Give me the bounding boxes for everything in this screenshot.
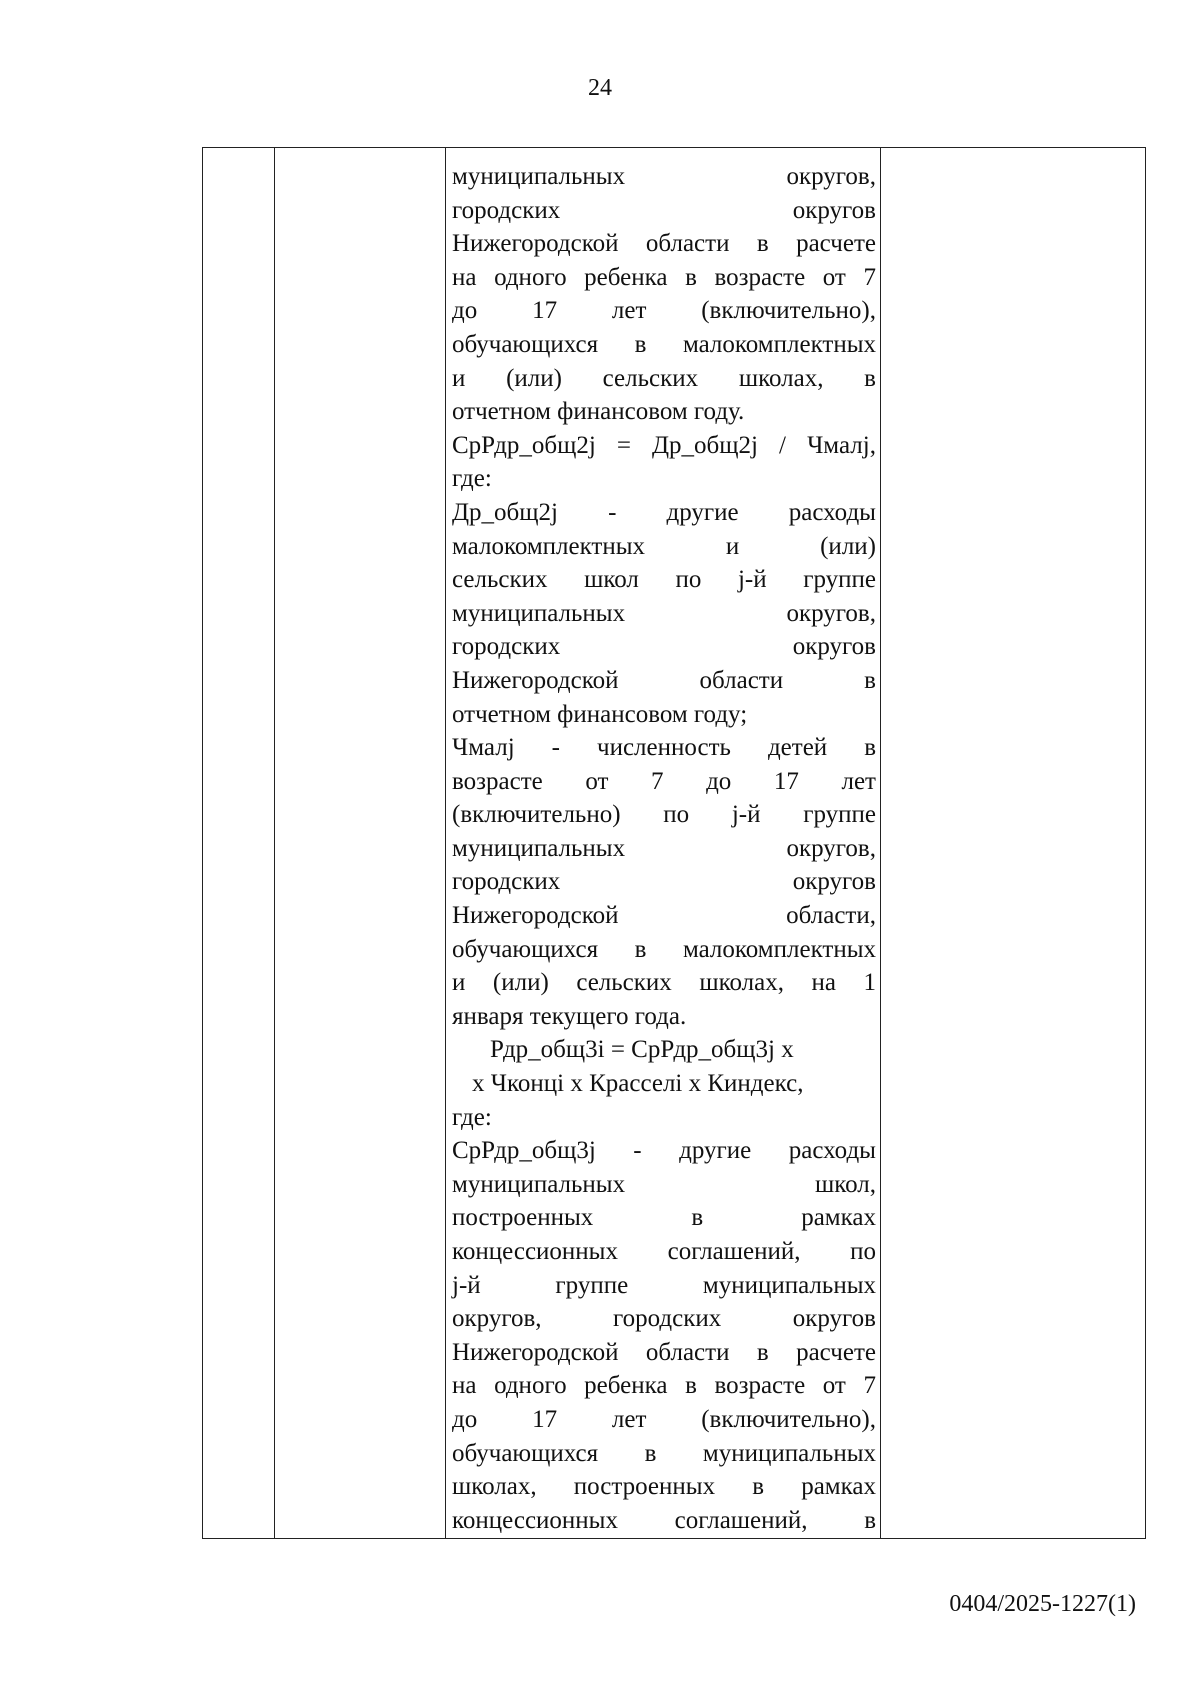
text-line [452, 765, 876, 799]
word: рамках [801, 1204, 876, 1232]
word: сельских [452, 566, 548, 594]
word: СрРдр_общ2j [452, 431, 596, 459]
word: обучающихся [452, 935, 599, 963]
word: ребенка [584, 263, 668, 291]
word: построенных [452, 1204, 594, 1232]
word: ребенка [584, 1372, 668, 1400]
text-line [452, 933, 876, 967]
word: школ, [814, 1170, 876, 1198]
word: в [685, 1372, 697, 1400]
word: от [585, 767, 609, 795]
text-line [452, 362, 876, 396]
word: по [663, 801, 690, 829]
word: расчете [796, 1338, 876, 1366]
text-line [452, 294, 876, 328]
word: по [675, 566, 702, 594]
text-line: x Чконцi x Красселi x Киндекс, [472, 1070, 804, 1098]
word: одного [494, 263, 567, 291]
word: численность [597, 734, 731, 762]
word: муниципальных [452, 834, 626, 862]
word: - [551, 734, 560, 762]
word: и [725, 532, 740, 560]
word: округов, [786, 163, 876, 190]
word: Др_общ2j [452, 498, 558, 526]
word: Нижегородской [452, 666, 619, 694]
word: j-й [731, 801, 761, 829]
text-line: Рдр_общ3i = СрРдр_общ3j x [490, 1036, 794, 1064]
word: / [779, 431, 786, 459]
document-code: 0404/2025-1227(1) [949, 1591, 1136, 1617]
word: (включительно), [701, 297, 876, 325]
word: в [644, 1439, 657, 1467]
word: и [452, 364, 466, 392]
text-line: января текущего года. [452, 1002, 687, 1030]
word: муниципальных [452, 599, 626, 627]
text-line [452, 1504, 876, 1538]
word: лет [611, 297, 647, 325]
text-line [452, 194, 876, 228]
word: муниципальных [452, 163, 626, 190]
word: расходы [788, 1137, 876, 1165]
word: 17 [532, 1405, 558, 1433]
text-line [452, 1134, 876, 1168]
text-line [452, 1437, 876, 1471]
word: Чмалj, [807, 431, 876, 459]
word: в [864, 666, 876, 694]
word: на [811, 969, 836, 997]
word: = [616, 431, 631, 459]
word: до [706, 767, 732, 795]
word: округов [792, 633, 876, 661]
word: школах, [738, 364, 824, 392]
word: детей [767, 734, 828, 762]
word: СрРдр_общ3j [452, 1137, 596, 1165]
word: возрасте [714, 1372, 806, 1400]
text-line [452, 429, 876, 463]
column-divider-2 [445, 148, 446, 1538]
word: до [452, 1405, 478, 1433]
word: соглашений, [667, 1238, 801, 1265]
text-line [452, 563, 876, 597]
word: (включительно) [452, 801, 621, 829]
word: в [756, 230, 769, 258]
word: концессионных [452, 1506, 618, 1534]
word: округов, [786, 599, 876, 627]
column-divider-3 [880, 148, 881, 1538]
word: городских [452, 196, 561, 224]
word: в [634, 330, 647, 358]
word: малокомплектных [682, 935, 876, 963]
formula-description-cell [452, 160, 876, 1537]
text-line [452, 798, 876, 832]
text-line [452, 1336, 876, 1370]
word: от [822, 263, 846, 291]
word: школ [584, 566, 639, 594]
word: малокомплектных [452, 532, 646, 560]
word: по [850, 1238, 876, 1265]
word: 7 [863, 1372, 876, 1400]
text-line [452, 1302, 876, 1336]
word: другие [679, 1137, 752, 1165]
word: - [608, 498, 617, 526]
text-line [452, 899, 876, 933]
text-line: отчетном финансовом году. [452, 398, 745, 426]
word: (или) [820, 532, 876, 560]
text-line [452, 966, 876, 1000]
text-line [452, 328, 876, 362]
text-line [452, 664, 876, 698]
text-line [452, 865, 876, 899]
text-line [452, 1369, 876, 1403]
word: муниципальных [702, 1271, 876, 1299]
word: концессионных [452, 1238, 618, 1265]
word: школах, [699, 969, 784, 997]
word: 17 [773, 767, 799, 795]
word: Нижегородской [452, 230, 619, 258]
word: муниципальных [452, 1170, 626, 1198]
word: группе [803, 801, 876, 829]
word: округов, [452, 1305, 542, 1333]
word: области, [786, 902, 876, 930]
word: городских [452, 633, 561, 661]
text-line [452, 832, 876, 866]
word: обучающихся [452, 1439, 599, 1467]
word: j-й [737, 566, 767, 594]
text-line [452, 1168, 876, 1202]
word: области [645, 230, 730, 258]
word: и [452, 969, 466, 997]
word: сельских [602, 364, 699, 392]
word: школах, [452, 1473, 537, 1501]
word: 7 [863, 263, 876, 291]
word: возрасте [714, 263, 806, 291]
word: другие [666, 498, 739, 526]
text-line [452, 1470, 876, 1504]
text-line: где: [452, 1103, 492, 1131]
word: округов [792, 196, 876, 224]
word: 17 [532, 297, 558, 325]
word: округов, [786, 834, 876, 862]
word: Чмалj [452, 734, 515, 762]
word: на [452, 1372, 477, 1400]
word: в [685, 263, 697, 291]
word: округов [792, 1305, 876, 1333]
word: в [756, 1338, 769, 1366]
text-line [452, 261, 876, 295]
word: области [645, 1338, 730, 1366]
text-line [452, 1235, 876, 1269]
word: расходы [788, 498, 876, 526]
text-line [452, 1201, 876, 1235]
word: от [822, 1372, 846, 1400]
word: в [864, 734, 876, 762]
text-line [452, 630, 876, 664]
word: до [452, 297, 478, 325]
word: в [691, 1204, 704, 1232]
word: Др_общ2j [652, 431, 758, 459]
word: построенных [573, 1473, 716, 1501]
page-number: 24 [588, 75, 612, 101]
word: сельских [576, 969, 672, 997]
text-line [452, 227, 876, 261]
word: группе [555, 1271, 629, 1299]
text-line [452, 731, 876, 765]
word: одного [494, 1372, 567, 1400]
word: (включительно), [701, 1405, 876, 1433]
word: Нижегородской [452, 1338, 619, 1366]
word: (или) [492, 969, 549, 997]
document-table [202, 147, 1146, 1539]
word: муниципальных [702, 1439, 876, 1467]
text-line [452, 597, 876, 631]
word: в [752, 1473, 765, 1501]
word: в [864, 1506, 876, 1534]
word: лет [841, 767, 876, 795]
text-line: отчетном финансовом году; [452, 700, 748, 728]
text-line: где: [452, 465, 492, 493]
word: городских [612, 1305, 722, 1333]
word: рамках [801, 1473, 876, 1501]
word: 1 [863, 969, 876, 997]
text-line [452, 160, 876, 194]
word: j-й [452, 1271, 481, 1299]
word: области [699, 666, 784, 694]
column-divider-1 [274, 148, 275, 1538]
word: городских [452, 868, 561, 896]
word: в [634, 935, 647, 963]
text-line [452, 1269, 876, 1303]
word: соглашений, [674, 1506, 808, 1534]
word: группе [803, 566, 876, 594]
word: округов [792, 868, 876, 896]
word: обучающихся [452, 330, 599, 358]
word: на [452, 263, 477, 291]
word: в [864, 364, 876, 392]
text-line [452, 1403, 876, 1437]
word: расчете [796, 230, 876, 258]
word: 7 [651, 767, 664, 795]
word: Нижегородской [452, 902, 619, 930]
word: (или) [506, 364, 562, 392]
text-line [452, 530, 876, 564]
word: малокомплектных [682, 330, 876, 358]
text-line [452, 496, 876, 530]
word: - [633, 1137, 642, 1165]
word: лет [611, 1405, 647, 1433]
word: возрасте [452, 767, 543, 795]
